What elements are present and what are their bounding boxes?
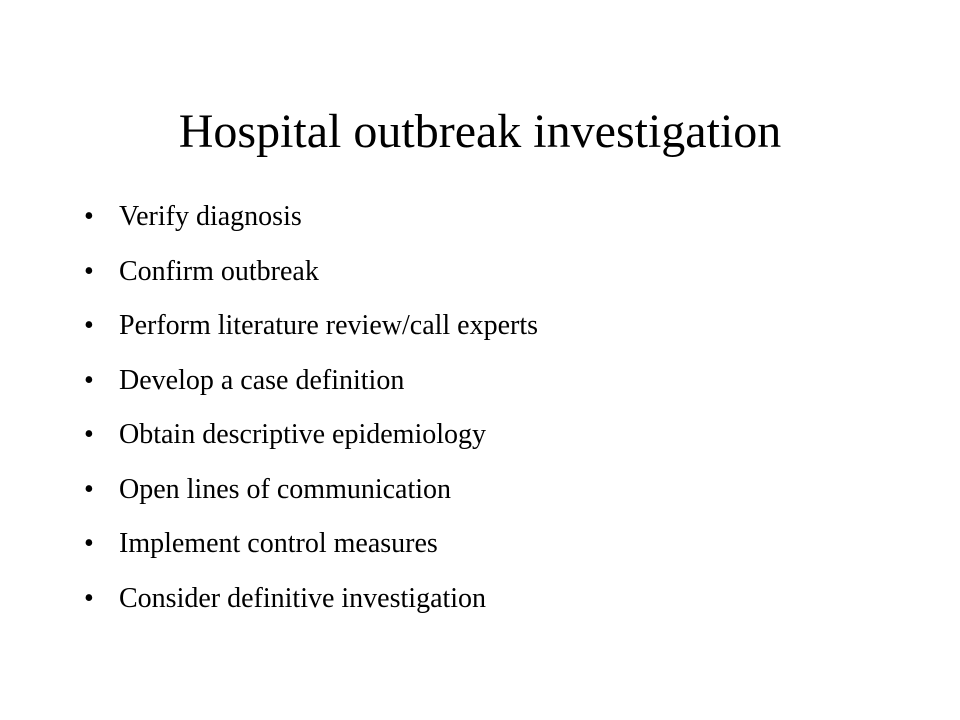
bullet-item-definitive-investigation [84, 572, 904, 627]
bullet-item-descriptive-epidemiology [84, 408, 904, 463]
bullet-item-literature-review [84, 299, 904, 354]
bullet-text: Confirm outbreak [119, 255, 319, 287]
bullet-text: Verify diagnosis [119, 201, 302, 232]
slide-title: Hospital outbreak investigation [178, 105, 782, 158]
bullet-text: Consider definitive investigation [119, 582, 487, 614]
bullet-marker: • [84, 419, 94, 450]
bullet-marker: • [84, 473, 94, 505]
bullet-text: Develop a case definition [119, 364, 405, 396]
bullet-item-communication [84, 463, 904, 518]
bullet-item-case-definition [84, 354, 904, 409]
bullet-list [84, 190, 904, 626]
bullet-item-verify-diagnosis [84, 190, 904, 245]
bullet-marker: • [84, 582, 94, 614]
bullet-text: Perform literature review/call experts [119, 310, 539, 341]
bullet-marker: • [84, 201, 94, 232]
bullet-item-confirm-outbreak [84, 245, 904, 300]
bullet-text: Obtain descriptive epidemiology [119, 419, 487, 450]
bullet-item-control-measures [84, 517, 904, 572]
bullet-marker: • [84, 255, 94, 287]
bullet-marker: • [84, 364, 94, 396]
bullet-marker: • [84, 528, 94, 559]
bullet-marker: • [84, 310, 94, 341]
bullet-text: Implement control measures [119, 528, 438, 559]
bullet-text: Open lines of communication [119, 473, 452, 505]
